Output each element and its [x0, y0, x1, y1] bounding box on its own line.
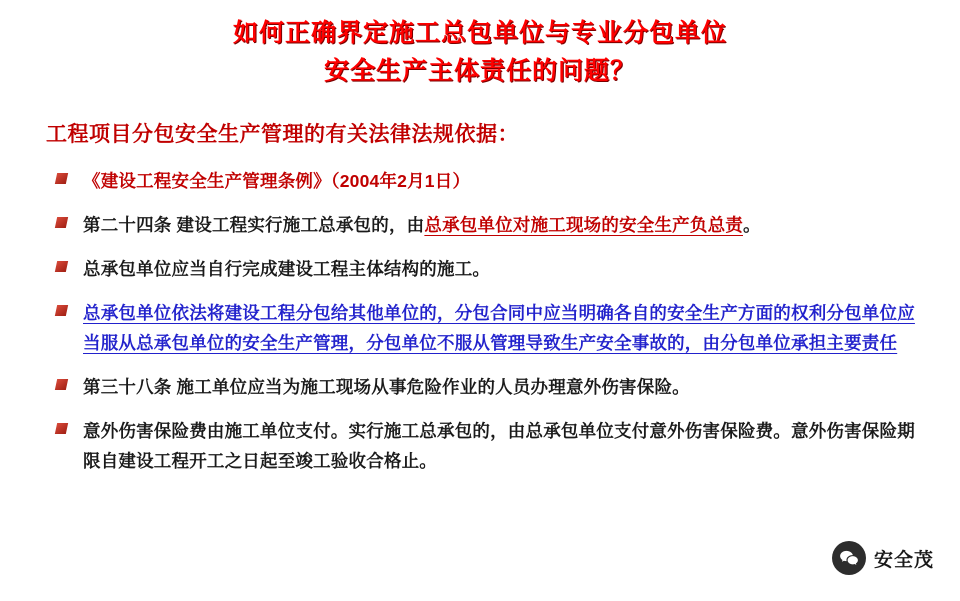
page-subtitle: 工程项目分包安全生产管理的有关法律法规依据： [46, 123, 519, 146]
bullet-text: 第三十八条 施工单位应当为施工现场从事危险作业的人员办理意外伤害保险。 [83, 377, 690, 397]
watermark-logo [832, 541, 934, 575]
bullet-marker-icon [55, 379, 68, 390]
title-line-2: 安全生产主体责任的问题？ [323, 56, 636, 85]
list-item [0, 210, 960, 240]
bullet-marker-icon [55, 305, 68, 316]
logo-label: 安全茂 [873, 549, 934, 571]
bullet-marker-icon [55, 173, 68, 184]
bullet-marker-icon [55, 217, 68, 228]
wechat-icon [832, 541, 866, 575]
title-block [0, 0, 960, 90]
list-item [0, 372, 960, 402]
bullet-text: 《建设工程安全生产管理条例》（2004年2月1日） [83, 171, 471, 191]
bullet-segment-emphasis: 总承包单位对施工现场的安全生产负总责 [424, 215, 743, 235]
bullet-marker-icon [55, 423, 68, 434]
bullet-text: 总承包单位应当自行完成建设工程主体结构的施工。 [83, 259, 491, 279]
list-item [0, 298, 960, 358]
title-line-1: 如何正确界定施工总包单位与专业分包单位 [232, 18, 727, 47]
bullet-segment-tail: 。 [742, 215, 761, 235]
bullet-segment-plain: 第二十四条 建设工程实行施工总承包的，由 [83, 215, 425, 235]
list-item [0, 166, 960, 196]
list-item [0, 254, 960, 284]
bullet-text: 意外伤害保险费由施工单位支付。实行施工总承包的，由总承包单位支付意外伤害保险费。意外伤害保险期限自建设工程开工之日起至竣工验收合格止。 [83, 421, 915, 471]
bullet-list [0, 166, 960, 476]
bullet-text [83, 210, 930, 240]
bullet-marker-icon [55, 261, 68, 272]
list-item [0, 416, 960, 476]
bullet-text: 总承包单位依法将建设工程分包给其他单位的，分包合同中应当明确各自的安全生产方面的权利分包单位应当服从总承包单位的安全生产管理，分包单位不服从管理导致生产安全事故的，由分包单位承担主要责任 [83, 303, 915, 353]
